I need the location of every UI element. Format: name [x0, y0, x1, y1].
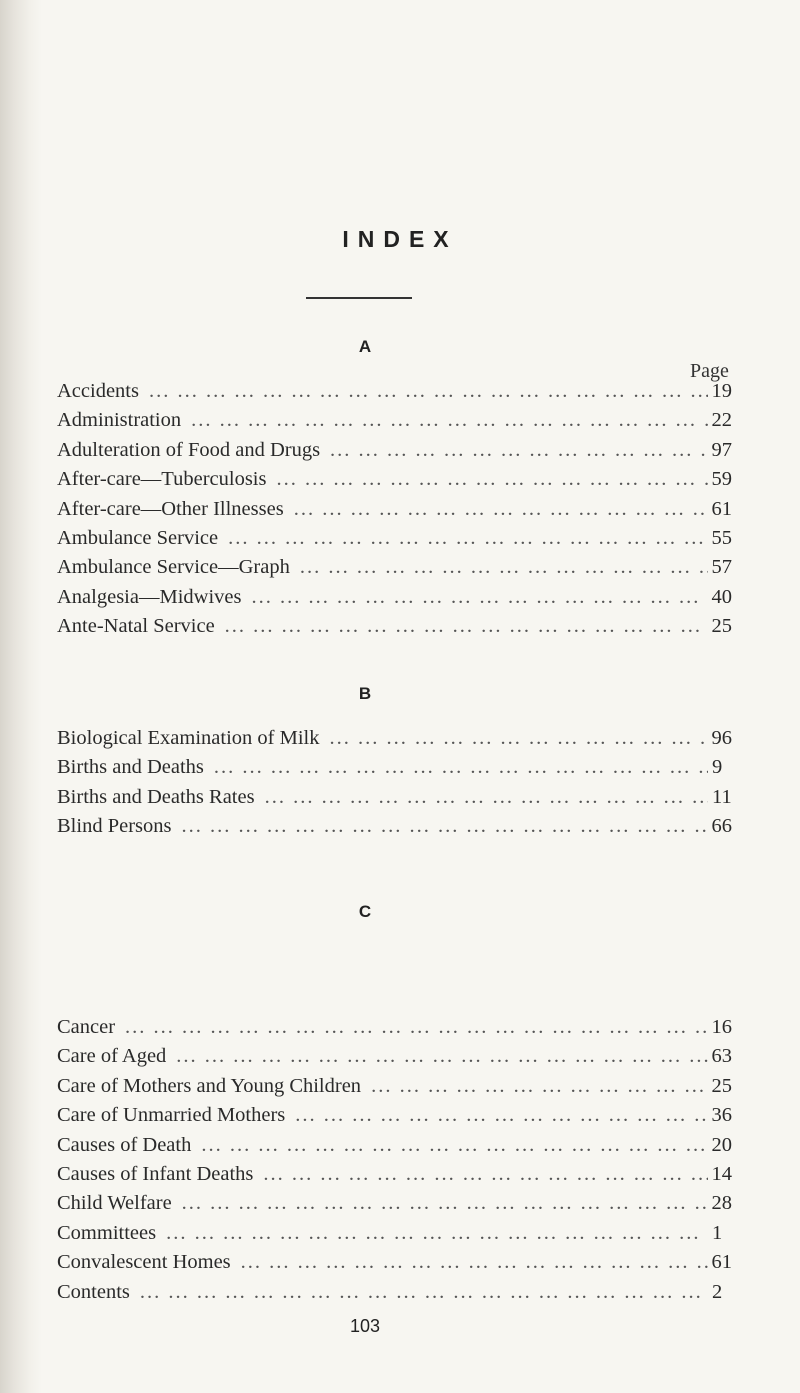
entry-label: After-care—Tuberculosis	[57, 468, 267, 491]
dot-leader	[214, 756, 708, 779]
index-entry	[57, 468, 732, 497]
dot-leader	[241, 1251, 708, 1274]
index-entry	[57, 756, 732, 785]
dot-leader	[125, 1016, 707, 1039]
dot-leader	[149, 380, 708, 403]
entry-label: Care of Aged	[57, 1045, 167, 1068]
entry-page: 25	[711, 615, 732, 638]
entry-label: Ambulance Service	[57, 526, 219, 549]
entry-label: Biological Examination of Milk	[57, 727, 320, 749]
entry-label: Committees	[57, 1221, 157, 1244]
dot-leader	[294, 498, 708, 521]
entry-page: 97	[711, 438, 732, 461]
section-letter-a: A	[358, 337, 372, 356]
index-entry	[57, 1163, 732, 1192]
entry-page: 19	[711, 380, 732, 402]
index-entry	[57, 380, 732, 409]
index-entry	[57, 1016, 732, 1045]
index-entry	[57, 1104, 732, 1133]
entry-label: Ante-Natal Service	[57, 615, 215, 638]
entry-label: After-care—Other Illnesses	[57, 497, 284, 520]
entry-page: 14	[711, 1162, 732, 1185]
index-entry	[57, 615, 732, 644]
dot-leader	[166, 1222, 708, 1245]
index-entry	[57, 556, 732, 585]
entry-page: 28	[711, 1192, 732, 1215]
entry-label: Convalescent Homes	[57, 1251, 231, 1274]
dot-leader	[201, 1134, 707, 1157]
index-entry	[57, 1222, 732, 1251]
entry-label: Causes of Death	[57, 1133, 192, 1156]
entry-label: Contents	[57, 1280, 130, 1303]
entry-page: 1	[712, 1221, 723, 1244]
dot-leader	[263, 1163, 707, 1186]
entry-page: 57	[711, 556, 732, 579]
index-entry	[57, 527, 732, 556]
dot-leader	[329, 727, 707, 750]
entry-label: Care of Mothers and Young Children	[57, 1074, 362, 1097]
entry-page: 36	[711, 1104, 732, 1127]
section-c-list	[57, 1016, 732, 1310]
entry-label: Cancer	[57, 1016, 116, 1038]
entry-page: 11	[712, 785, 732, 808]
index-entry	[57, 1192, 732, 1221]
dot-leader	[181, 815, 707, 838]
page-title: INDEX	[342, 226, 458, 252]
section-letter-b: B	[358, 684, 372, 703]
index-entry	[57, 586, 732, 615]
dot-leader	[300, 556, 708, 579]
dot-leader	[295, 1104, 707, 1127]
entry-label: Ambulance Service—Graph	[57, 556, 290, 579]
dot-leader	[330, 439, 707, 462]
entry-page: 22	[711, 409, 732, 432]
index-entry	[57, 727, 732, 756]
entry-page: 63	[711, 1045, 732, 1068]
entry-page: 16	[711, 1016, 732, 1038]
dot-leader	[276, 468, 707, 491]
index-entry	[57, 409, 732, 438]
entry-page: 9	[712, 756, 723, 779]
dot-leader	[191, 409, 707, 432]
dot-leader	[371, 1075, 707, 1098]
index-entry	[57, 786, 732, 815]
dot-leader	[265, 786, 708, 809]
entry-label: Blind Persons	[57, 815, 172, 838]
entry-page: 25	[711, 1074, 732, 1097]
title-rule	[306, 297, 412, 299]
entry-page: 96	[711, 727, 732, 749]
index-entry	[57, 439, 732, 468]
page-column-label: Page	[690, 360, 729, 382]
index-entry	[57, 815, 732, 844]
index-entry	[57, 1075, 732, 1104]
section-letter-c: C	[358, 902, 372, 921]
entry-label: Analgesia—Midwives	[57, 585, 242, 608]
entry-label: Child Welfare	[57, 1192, 172, 1215]
page-number: 103	[349, 1316, 381, 1336]
entry-page: 66	[711, 815, 732, 838]
dot-leader	[182, 1192, 708, 1215]
entry-page: 59	[711, 468, 732, 491]
dot-leader	[140, 1281, 708, 1304]
entry-page: 55	[711, 526, 732, 549]
index-entry	[57, 1281, 732, 1310]
entry-label: Causes of Infant Deaths	[57, 1162, 254, 1185]
entry-page: 61	[711, 497, 732, 520]
section-a-list	[57, 380, 732, 645]
entry-page: 2	[712, 1280, 723, 1303]
entry-label: Accidents	[57, 380, 139, 402]
entry-page: 20	[711, 1133, 732, 1156]
entry-label: Care of Unmarried Mothers	[57, 1104, 286, 1127]
entry-page: 40	[711, 585, 732, 608]
section-b-list	[57, 727, 732, 845]
dot-leader	[251, 586, 707, 609]
dot-leader	[225, 615, 708, 638]
index-entry	[57, 1134, 732, 1163]
entry-label: Births and Deaths Rates	[57, 785, 255, 808]
entry-label: Births and Deaths	[57, 756, 204, 779]
entry-label: Administration	[57, 409, 182, 432]
index-entry	[57, 1251, 732, 1280]
index-entry	[57, 498, 732, 527]
dot-leader	[176, 1045, 707, 1068]
dot-leader	[228, 527, 707, 550]
index-entry	[57, 1045, 732, 1074]
entry-page: 61	[711, 1251, 732, 1274]
entry-label: Adulteration of Food and Drugs	[57, 438, 321, 461]
